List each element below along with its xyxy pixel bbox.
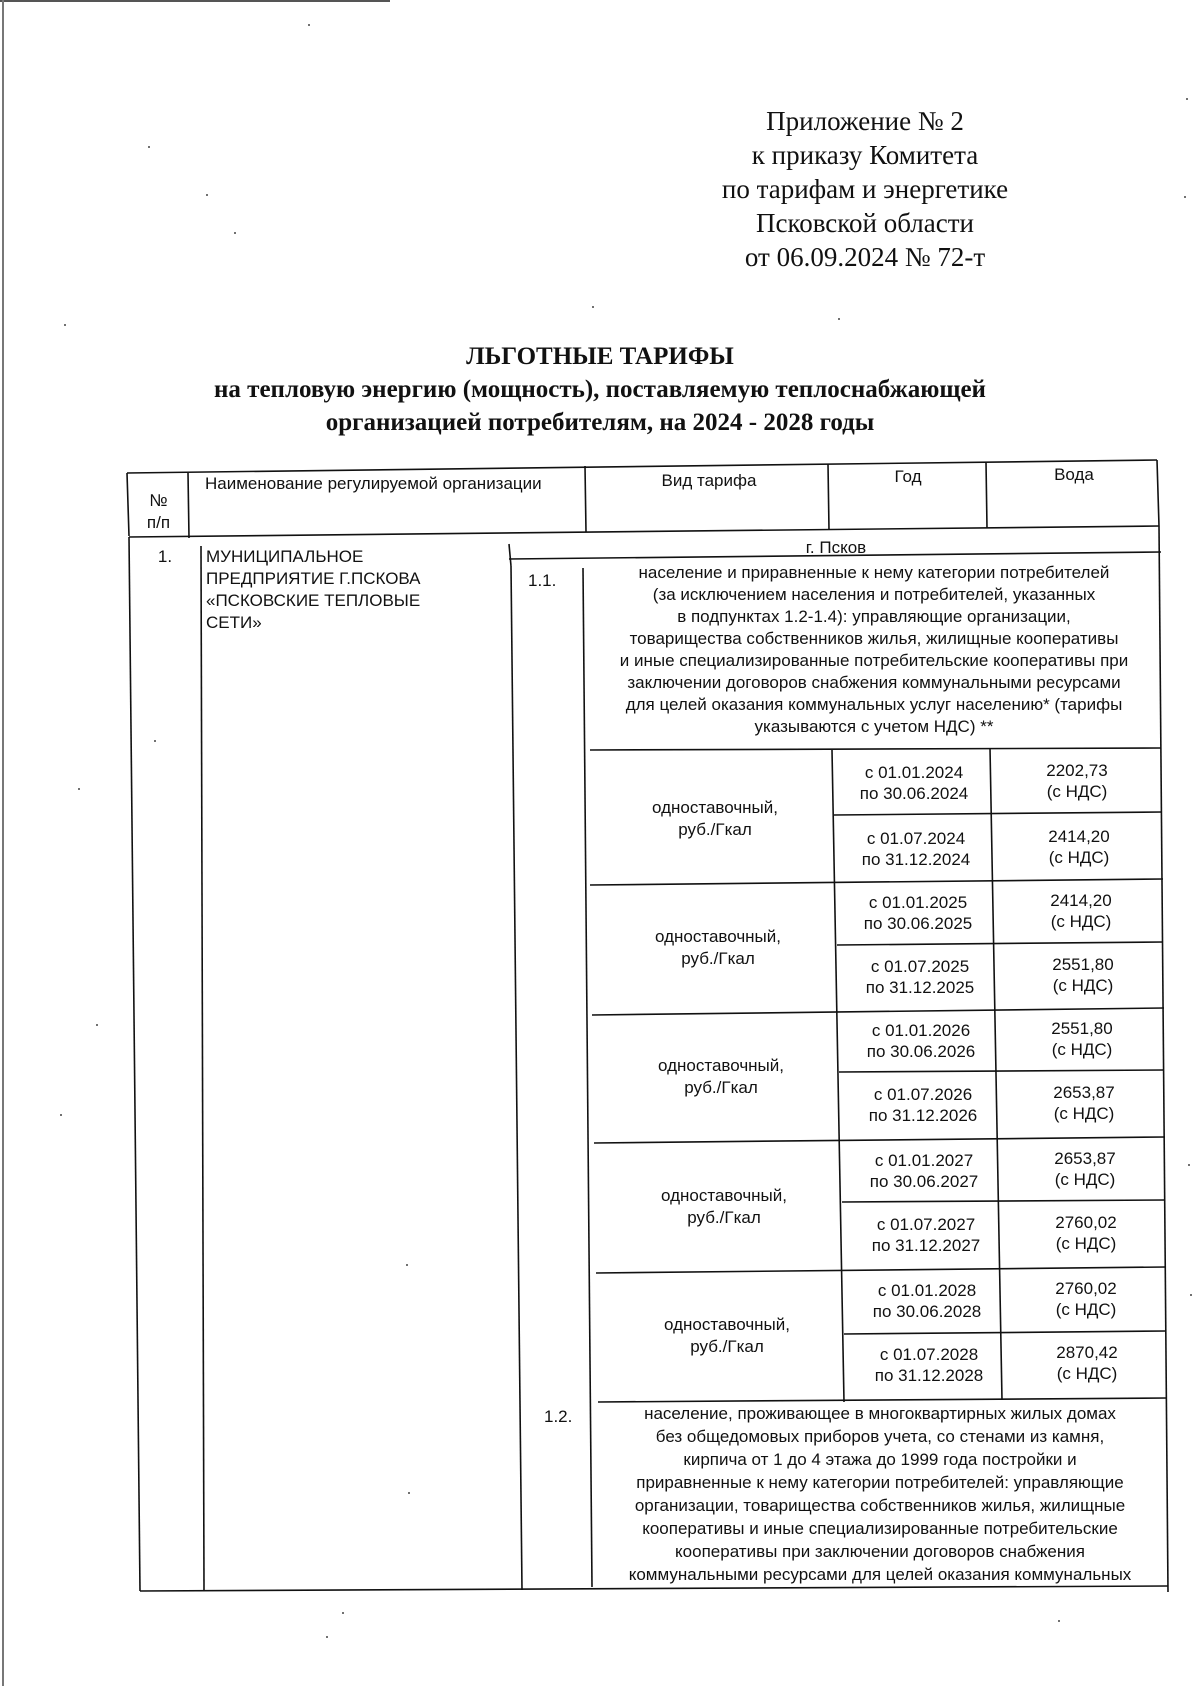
scan-speck [1186, 98, 1188, 100]
tariff-value: 2551,80 (с НДС) [1051, 1019, 1113, 1059]
appendix-line: Псковской области [755, 208, 974, 238]
scan-speck [1190, 1294, 1192, 1296]
header-year: Год [894, 467, 922, 486]
tariff-value: 2653,87 (с НДС) [1053, 1083, 1115, 1123]
tariff-period: с 01.01.2028 по 30.06.2028 [872, 1281, 982, 1321]
appendix-line: от 06.09.2024 № 72-т [744, 242, 986, 272]
tariff-period: с 01.01.2026 по 30.06.2026 [866, 1021, 976, 1061]
tariff-value: 2414,20 (с НДС) [1050, 891, 1112, 931]
scan-speck [838, 318, 840, 320]
header-water: Вода [1054, 465, 1094, 484]
tariff-value: 2870,42 (с НДС) [1056, 1343, 1118, 1383]
tariff-type: одноставочный, руб./Гкал [658, 1056, 784, 1097]
scan-speck [326, 1636, 328, 1638]
tariff-value: 2653,87 (с НДС) [1054, 1149, 1116, 1189]
title-line-1: ЛЬГОТНЫЕ ТАРИФЫ [466, 343, 734, 370]
tariff-value: 2414,20 (с НДС) [1048, 827, 1110, 867]
tariff-type: одноставочный, руб./Гкал [652, 798, 778, 839]
tariff-period: с 01.07.2027 по 31.12.2027 [871, 1215, 981, 1255]
tariff-period: с 01.07.2026 по 31.12.2026 [868, 1085, 978, 1125]
appendix-line: по тарифам и энергетике [721, 174, 1009, 204]
tariff-period: с 01.07.2024 по 31.12.2024 [861, 829, 971, 869]
scan-speck [78, 788, 80, 790]
row-number: 1. [157, 547, 173, 566]
scan-speck [342, 1612, 344, 1614]
scan-speck [1188, 1164, 1190, 1166]
tariff-period: с 01.07.2025 по 31.12.2025 [865, 957, 975, 997]
tariff-period: с 01.07.2028 по 31.12.2028 [874, 1345, 984, 1385]
tariff-period: с 01.01.2024 по 30.06.2024 [859, 763, 969, 803]
subitem-number: 1.2. [544, 1407, 573, 1426]
appendix-line: к приказу Комитета [751, 140, 979, 170]
scan-speck [206, 194, 208, 196]
city-label: г. Псков [805, 538, 867, 557]
scan-speck [1184, 196, 1186, 198]
scan-speck [148, 146, 150, 148]
scan-speck [408, 1492, 410, 1494]
scan-speck [96, 1024, 98, 1026]
title-line-2: на тепловую энергию (мощность), поставляемую теплоснабжающей [214, 376, 986, 403]
tariff-type: одноставочный, руб./Гкал [661, 1186, 787, 1227]
subitem-description: население, проживающее в многоквартирных жилых домах без общедомовых приборов учета, со стенами из камня, кирпича от 1 до 4 этажа до 1999 года постройки и приравненные к нему категории потребителей: управляющие организации, товарищества собственников жилья, жилищные кооперативы и иные специализированные потребительские кооперативы при заключении договоров снабжения коммунальными ресурсами для целей оказания коммунальных [628, 1404, 1132, 1584]
header-tariff-type: Вид тарифа [661, 471, 757, 490]
scan-speck [406, 1264, 408, 1266]
title-line-3: организацией потребителям, на 2024 - 2028 годы [325, 409, 875, 436]
tariff-value: 2760,02 (с НДС) [1055, 1213, 1117, 1253]
scan-speck [308, 24, 310, 26]
organization-name: МУНИЦИПАЛЬНОЕ ПРЕДПРИЯТИЕ Г.ПСКОВА «ПСКОВСКИЕ ТЕПЛОВЫЕ СЕТИ» [206, 547, 421, 632]
header-organization: Наименование регулируемой организации [205, 474, 542, 493]
scan-speck [154, 740, 156, 742]
tariff-period: с 01.01.2027 по 30.06.2027 [869, 1151, 979, 1191]
scan-speck [64, 324, 66, 326]
tariff-value: 2202,73 (с НДС) [1046, 761, 1108, 801]
header-number: № п/п [146, 491, 171, 532]
scan-speck [234, 232, 236, 234]
scan-speck [592, 306, 594, 308]
scan-speck [60, 1114, 62, 1116]
tariff-type: одноставочный, руб./Гкал [664, 1315, 790, 1356]
appendix-line: Приложение № 2 [766, 106, 964, 136]
subitem-number: 1.1. [528, 571, 557, 590]
subitem-description: население и приравненные к нему категории потребителей (за исключением населения и потребителей, указанных в подпунктах 1.2-1.4): управляющие организации, товарищества собственников жилья, жилищные кооперативы и иные специализированные потребительские кооперативы при заключении договоров снабжения коммунальными ресурсами для целей оказания коммунальных услуг населению* (тарифы указываются с учетом НДС) ** [619, 563, 1129, 736]
tariff-period: с 01.01.2025 по 30.06.2025 [863, 893, 973, 933]
scan-speck [1058, 1620, 1060, 1622]
tariff-value: 2760,02 (с НДС) [1055, 1279, 1117, 1319]
tariff-value: 2551,80 (с НДС) [1052, 955, 1114, 995]
tariff-type: одноставочный, руб./Гкал [655, 927, 781, 968]
